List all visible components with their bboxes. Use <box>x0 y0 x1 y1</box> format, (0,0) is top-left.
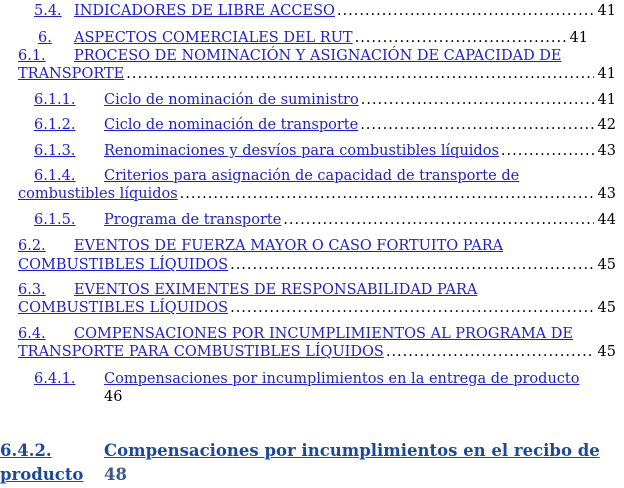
toc-title-line2[interactable]: TRANSPORTE <box>18 66 125 82</box>
toc-entry-6-1-continuation[interactable] <box>0 65 624 83</box>
toc-page-number: 44 <box>597 212 616 228</box>
toc-entry-5-4[interactable] <box>0 2 624 20</box>
toc-title-line1[interactable]: COMPENSACIONES POR INCUMPLIMIENTOS AL PROGRAMA DE <box>74 326 573 342</box>
toc-heading-page-number: 48 <box>104 465 127 484</box>
toc-heading-number[interactable]: 6.4.2. <box>0 441 52 460</box>
toc-page-number: 45 <box>597 300 616 316</box>
toc-entry-6-4[interactable] <box>0 325 624 343</box>
toc-entry-6-3-continuation[interactable] <box>0 299 624 317</box>
toc-entry-6-1-4[interactable] <box>0 167 624 185</box>
toc-entry-6-1-3[interactable] <box>0 142 624 160</box>
toc-entry-6-1-5[interactable] <box>0 211 624 229</box>
toc-number[interactable]: 6.1.4. <box>34 168 76 184</box>
toc-number[interactable]: 6.1.3. <box>34 143 76 159</box>
toc-heading-title-line1[interactable]: Compensaciones por incumplimientos en el recibo de <box>104 441 600 460</box>
toc-page-number: 43 <box>597 143 616 159</box>
toc-number[interactable]: 5.4. <box>34 3 62 19</box>
toc-entry-6-4-continuation[interactable] <box>0 343 624 361</box>
toc-page-number: 45 <box>597 257 616 273</box>
toc-title[interactable]: Programa de transporte <box>104 212 282 228</box>
toc-entry-6-1[interactable] <box>0 47 624 65</box>
toc-title[interactable]: Compensaciones por incumplimientos en la entrega de producto <box>104 371 580 387</box>
toc-title-line1[interactable]: EVENTOS EXIMENTES DE RESPONSABILIDAD PARA <box>74 282 478 298</box>
toc-number[interactable]: 6.2. <box>18 238 46 254</box>
toc-page-number: 41 <box>597 3 616 19</box>
toc-page-number: 41 <box>597 66 616 82</box>
toc-heading-title-line2[interactable]: producto <box>0 465 84 484</box>
toc-title-line1[interactable]: PROCESO DE NOMINACIÓN Y ASIGNACIÓN DE CAPACIDAD DE <box>74 48 562 64</box>
toc-title[interactable]: INDICADORES DE LIBRE ACCESO <box>74 3 335 19</box>
toc-title-line1[interactable]: Criterios para asignación de capacidad de transporte de <box>104 168 520 184</box>
toc-title[interactable]: Renominaciones y desvíos para combustibles líquidos <box>104 143 499 159</box>
toc-page-number: 41 <box>597 92 616 108</box>
toc-title-line2[interactable]: combustibles líquidos <box>18 186 178 202</box>
toc-leader-dots <box>180 185 594 203</box>
toc-title-line1[interactable]: EVENTOS DE FUERZA MAYOR O CASO FORTUITO PARA <box>74 238 504 254</box>
toc-leader-dots <box>355 29 566 47</box>
toc-entry-6-3[interactable] <box>0 281 624 299</box>
toc-entry-6-4-1-page-line <box>0 388 624 406</box>
toc-number[interactable]: 6.3. <box>18 282 46 298</box>
toc-leader-dots <box>230 256 593 274</box>
toc-leader-dots <box>283 211 593 229</box>
toc-entry-6-1-1[interactable] <box>0 91 624 109</box>
toc-heading-6-4-2-continuation[interactable] <box>0 464 624 488</box>
toc-leader-dots <box>386 343 594 361</box>
toc-leader-dots <box>230 299 593 317</box>
toc-leader-dots <box>501 142 594 160</box>
toc-entry-6-1-2[interactable] <box>0 116 624 134</box>
toc-entry-6-2[interactable] <box>0 237 624 255</box>
toc-leader-dots <box>126 65 593 83</box>
toc-number[interactable]: 6. <box>38 30 52 46</box>
toc-title[interactable]: Ciclo de nominación de transporte <box>104 117 359 133</box>
toc-page-number: 42 <box>597 117 616 133</box>
toc-page-number: 45 <box>597 344 616 360</box>
toc-title-line2[interactable]: COMBUSTIBLES LÍQUIDOS <box>18 300 229 316</box>
toc-title-line2[interactable]: COMBUSTIBLES LÍQUIDOS <box>18 257 229 273</box>
toc-number[interactable]: 6.4.1. <box>34 371 76 387</box>
toc-entry-6-2-continuation[interactable] <box>0 256 624 274</box>
toc-number[interactable]: 6.1.2. <box>34 117 76 133</box>
toc-number[interactable]: 6.4. <box>18 326 46 342</box>
toc-leader-dots <box>337 2 594 20</box>
toc-heading-6-4-2[interactable] <box>0 440 624 464</box>
toc-title-line2[interactable]: TRANSPORTE PARA COMBUSTIBLES LÍQUIDOS <box>18 344 384 360</box>
toc-entry-6-1-4-continuation[interactable] <box>0 185 624 203</box>
toc-entry-6-4-1[interactable] <box>0 370 624 388</box>
toc-number[interactable]: 6.1.5. <box>34 212 76 228</box>
toc-leader-dots <box>361 91 594 109</box>
toc-entry-6[interactable] <box>0 29 624 47</box>
toc-title[interactable]: Ciclo de nominación de suministro <box>104 92 359 108</box>
toc-title[interactable]: ASPECTOS COMERCIALES DEL RUT <box>74 30 353 46</box>
toc-page-number: 43 <box>597 186 616 202</box>
toc-number[interactable]: 6.1.1. <box>34 92 76 108</box>
toc-page-number: 46 <box>104 389 123 405</box>
toc-number[interactable]: 6.1. <box>18 48 46 64</box>
toc-page-number: 41 <box>569 30 588 46</box>
toc-leader-dots <box>360 116 593 134</box>
